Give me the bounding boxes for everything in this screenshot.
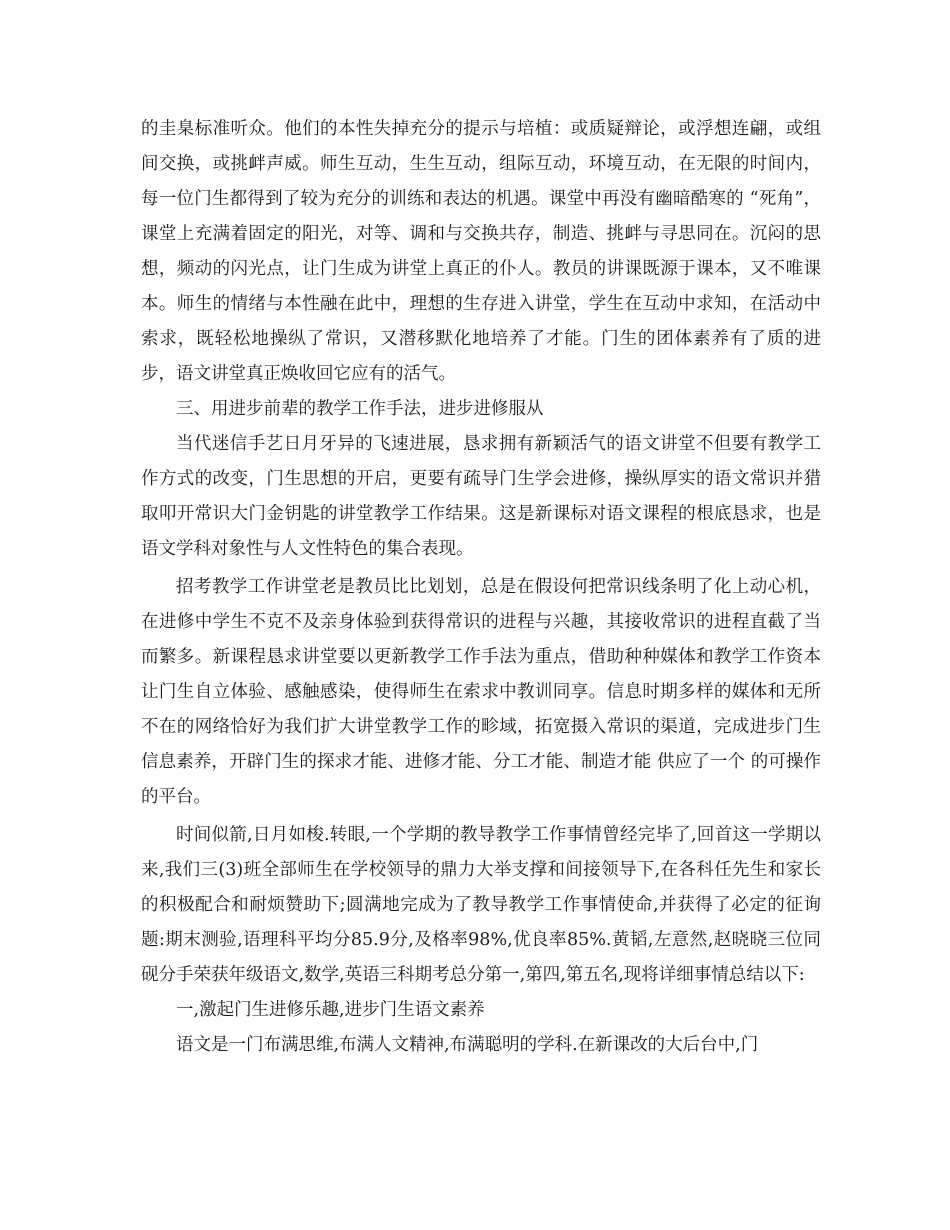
paragraph-semester-summary: 时间似箭,日月如梭.转眼,一个学期的教导教学工作事情曾经完毕了,回首这一学期以来,我们三(3)班全部师生在学校领导的鼎力大举支撑和间接领导下,在各科任先生和家长的积极配合和耐烦赞助下;圆满地完成为了教导教学工作事情使命,并获得了必定的征询题:期末测验,语理科平均分85.9分,及格率98%,优良率85%.黄韬,左意然,赵晓晓三位同砚分手荣获年级语文,数学,英语三科期考总分第一,第四,第五名,现将详细事情总结以下:: [141, 825, 821, 985]
paragraph-modern-technology: 当代迷信手艺日月牙异的飞速进展，恳求拥有新颖活气的语文讲堂不但要有教学工作方式的改变，门生思想的开启，更要有疏导门生学会进修，操纵厚实的语文常识并猎取叩开常识大门金钥匙的讲堂教学工作结果。这是新课标对语文课程的根底恳求，也是语文学科对象性与人文性特色的集合表现。: [141, 434, 821, 559]
paragraph-exam-teaching: 招考教学工作讲堂老是教员比比划划，总是在假设何把常识线条明了化上动心机，在进修中学生不克不及亲身体验到获得常识的进程与兴趣，其接收常识的进程直截了当而繁多。新课程恳求讲堂要以更新教学工作手法为重点，借助种种媒体和教学工作资本让门生自立体验、感触感染，使得师生在索求中教训同享。信息时期多样的媒体和无所不在的网络恰好为我们扩大讲堂教学工作的畛域，拓宽摄入常识的渠道，完成进步门生信息素养，开辟门生的探求才能、进修才能、分工才能、制造才能 供应了一个 的可操作的平台。: [141, 577, 821, 807]
paragraph-classroom-interaction: 的圭臬标准听众。他们的本性失掉充分的提示与培植：或质疑辩论，或浮想连翩，或组间交换，或挑衅声威。师生互动，生生互动，组际互动，环境互动，在无限的时间内，每一位门生都得到了较为充分的训练和表达的机遇。课堂中再没有幽暗酷寒的 “死角”，课堂上充满着固定的阳光，对等、调和与交换共存，制造、挑衅与寻思同在。沉闷的思想，频动的闪光点，让门生成为讲堂上真正的仆人。教员的讲课既源于课本，又不唯课本。师生的情绪与本性融在此中，理想的生存进入讲堂，学生在互动中求知，在活动中索求，既轻松地操纵了常识，又潜移默化地培养了才能。门生的团体素养有了质的进步，语文讲堂真正焕收回它应有的活气。: [141, 119, 821, 384]
section-heading-one: 一,激起门生进修乐趣,进步门生语文素养: [176, 1000, 485, 1020]
document-body: [141, 112, 821, 1063]
paragraph-chinese-subject: 语文是一门布满思维,布满人文精神,布满聪明的学科.在新课改的大后台中,门: [176, 1035, 759, 1055]
section-heading-three: 三、用进步前辈的教学工作手法，进步进修服从: [176, 399, 544, 419]
